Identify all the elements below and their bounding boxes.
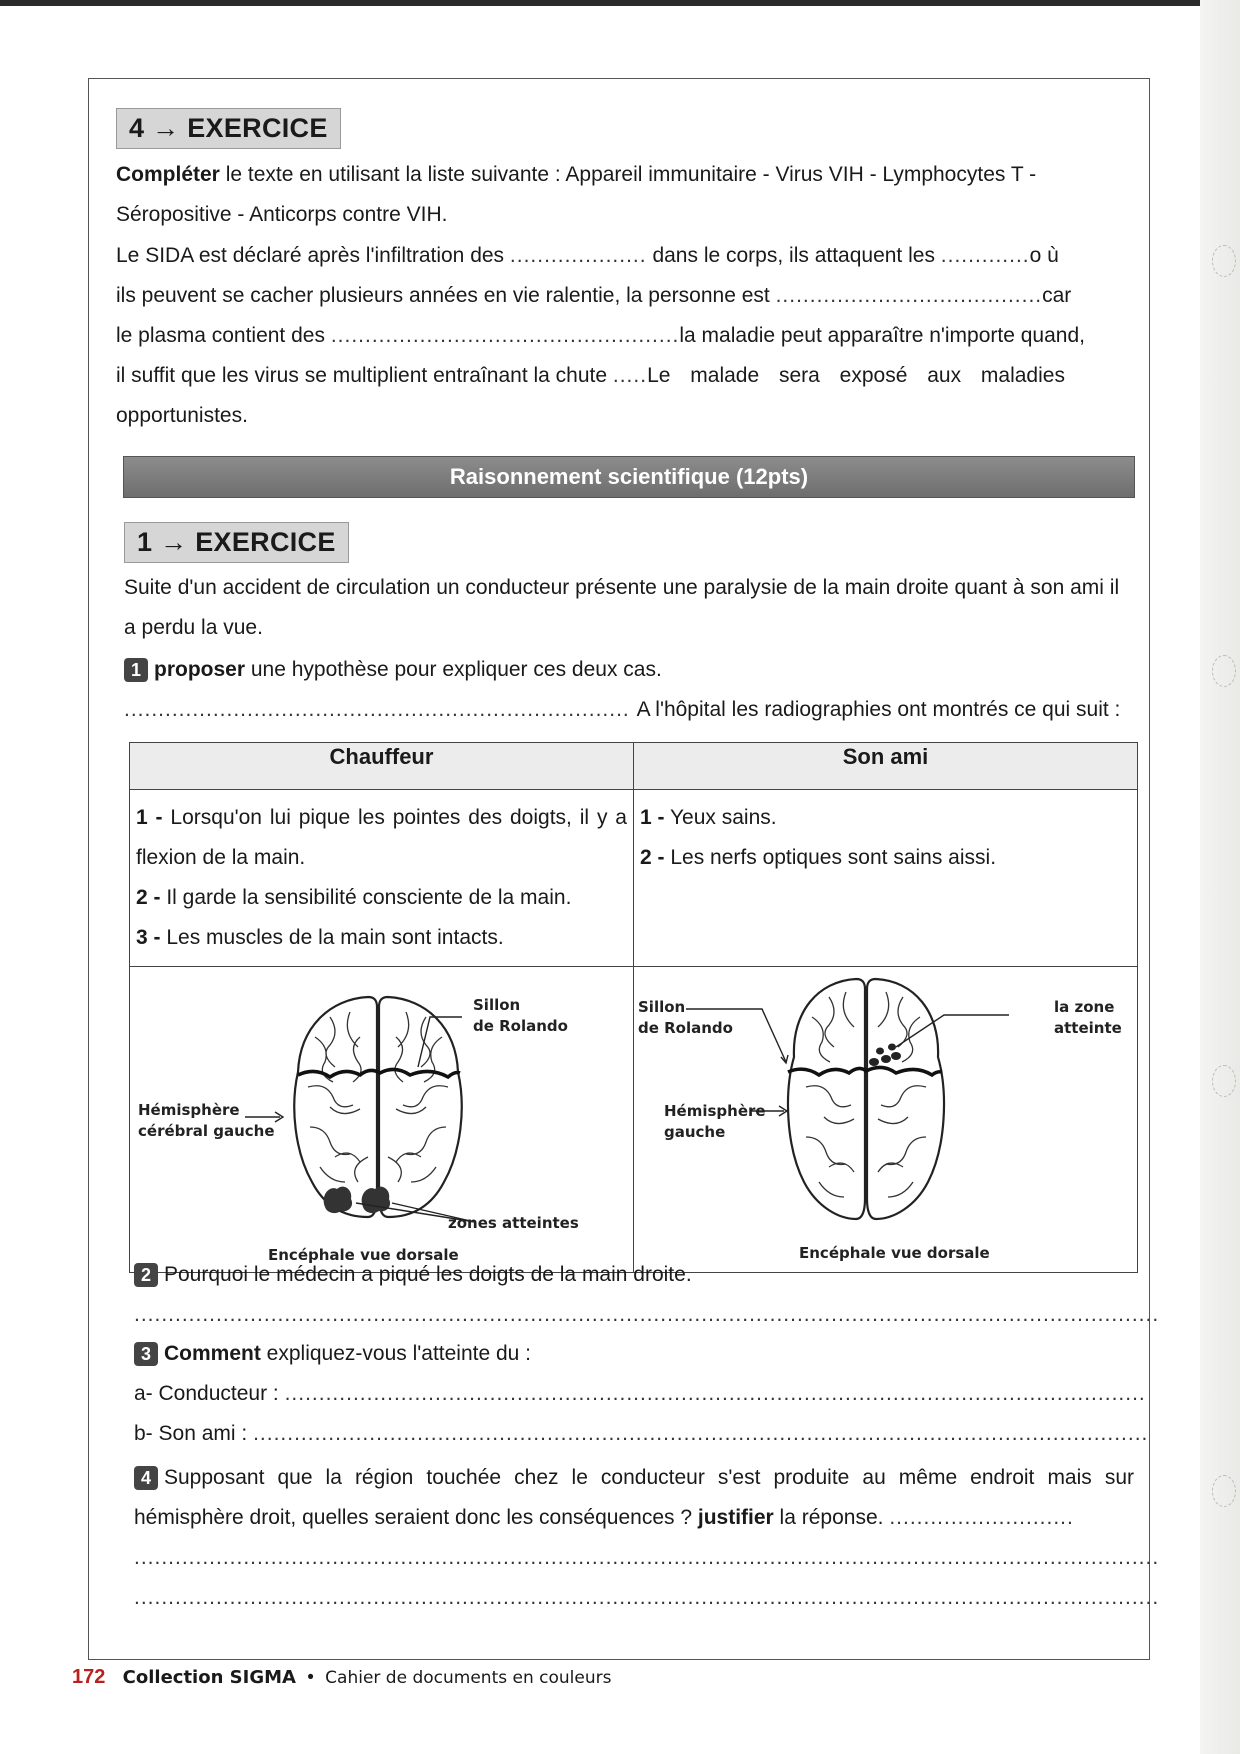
item-text: Les muscles de la main sont intacts. [160,926,504,949]
list-item [640,838,1131,878]
label-line: cérébral gauche [138,1122,275,1140]
label-zones: zones atteintes [448,1214,579,1232]
label-hemisphere [138,1100,275,1142]
question-verb: proposer [154,658,246,681]
question-number-badge: 4 [134,1466,158,1490]
text-segment: A l'hôpital les radiographies ont montrés ce qui suit : [636,698,1121,721]
item-number: 2 - [136,886,161,909]
brain-figure-ami [634,967,1138,1273]
item-text: Les nerfs optiques sont sains aissi. [664,846,997,869]
text-segment: ils peuvent se cacher plusieurs années en vie ralentie, la personne est [116,284,770,307]
text-segment: dans le corps, ils attaquent les [652,244,935,267]
question-number-badge: 2 [134,1263,158,1287]
page-number: 172 [72,1666,106,1688]
right-hemisphere-outline [379,997,462,1217]
question-4 [134,1458,1134,1538]
observation-table [129,742,1138,1273]
question-text: expliquez-vous l'atteinte du : [260,1342,532,1365]
affected-zones [324,1187,390,1213]
fill-line-4 [116,356,1136,396]
text-segment: la maladie peut apparaître n'importe quand, [679,324,1085,347]
blank-field[interactable]: .................... [509,244,647,267]
chauffeur-observations [130,790,634,967]
footer-separator: • [307,1667,314,1688]
label-sillon [473,995,568,1037]
fill-line-5: opportunistes. [116,404,248,427]
question-3 [134,1334,1154,1374]
question-2 [134,1255,1154,1295]
question-3b [134,1414,1154,1454]
page-footer [72,1666,611,1689]
right-hemisphere-outline [867,979,944,1219]
sub-question-label: a- Conducteur : [134,1382,279,1405]
label-hemisphere [664,1101,766,1143]
text-segment: o ù [1029,244,1059,267]
item-text: Yeux sains. [664,806,777,829]
question-text: la réponse. [773,1506,884,1529]
question-1 [124,650,1144,690]
collection-name: Collection SIGMA [122,1667,296,1688]
label-line: Sillon [638,998,686,1016]
fill-line-3 [116,316,1136,356]
label-line: atteinte [1054,1019,1122,1037]
label-zone-atteinte [1054,997,1122,1039]
label-line: Sillon [473,996,521,1014]
instruction-text: le texte en utilisant la liste suivante : Appareil immunitaire - Virus VIH - Lymphocytes T - Séropositive - Anticorps contre VIH. [116,163,1037,226]
question-verb: Comment [164,1342,261,1365]
fill-line-2 [116,276,1136,316]
question-text: Pourquoi le médecin a piqué les doigts de la main droite. [164,1263,692,1286]
question-number-badge: 1 [124,658,148,682]
section-banner: Raisonnement scientifique (12pts) [123,456,1135,498]
binder-hole [1212,1475,1236,1507]
exercise-1-title: 1 → EXERCICE [124,522,349,563]
list-item [136,878,627,918]
exercise-4-instruction [116,155,1136,235]
label-line: Hémisphère [138,1101,240,1119]
label-line: Hémisphère [664,1102,766,1120]
text-segment: Le SIDA est déclaré après l'infiltration des [116,244,505,267]
item-number: 2 - [640,846,665,869]
figure-caption: Encéphale vue dorsale [799,1244,990,1262]
instruction-verb: Compléter [116,163,220,186]
question-3a [134,1374,1154,1414]
blank-field[interactable]: ........................... [889,1506,1074,1529]
blank-field[interactable]: .............................................................................................................................. [284,1382,1146,1405]
item-text: Lorsqu'on lui pique les pointes des doigts, il y a flexion de la main. [136,806,627,869]
binder-hole [1212,655,1236,687]
item-text: Il garde la sensibilité consciente de la main. [160,886,572,909]
item-number: 1 - [640,806,665,829]
blank-field[interactable]: ..... [612,364,648,387]
left-hemisphere-outline [788,979,865,1219]
label-sillon [638,997,733,1039]
question-1-answer-line [124,690,1144,730]
question-number-badge: 3 [134,1342,158,1366]
figure-caption: Encéphale vue dorsale [268,1246,459,1264]
label-line: de Rolando [638,1019,733,1037]
binder-hole [1212,1065,1236,1097]
exercise-1-intro: Suite d'un accident de circulation un conducteur présente une paralysie de la main droite quant à son ami il a perdu la vue. [124,576,1120,639]
answer-line[interactable]: ...................................................................................................................................................... [134,1303,1160,1326]
text-segment: Le malade sera exposé aux maladies [647,364,1065,387]
answer-line[interactable]: ...................................................................................................................................................... [134,1586,1160,1609]
item-number: 1 - [136,806,163,829]
text-segment: car [1042,284,1072,307]
page-top-edge [0,0,1240,6]
ami-observations [634,790,1138,967]
blank-field[interactable]: ................................................... [330,324,680,347]
left-hemisphere-outline [294,997,377,1217]
brain-figure-chauffeur [130,967,634,1273]
label-line: de Rolando [473,1017,568,1035]
table-header-ami: Son ami [634,743,1138,790]
item-number: 3 - [136,926,161,949]
blank-field[interactable]: ................................................................................................................................... [253,1422,1149,1445]
blank-field[interactable]: .......................................................................... [124,698,637,721]
sub-question-label: b- Son ami : [134,1422,248,1445]
question-text: une hypothèse pour expliquer ces deux cas. [245,658,662,681]
answer-line[interactable]: ...................................................................................................................................................... [134,1546,1160,1569]
binder-hole [1212,245,1236,277]
collection-subtitle: Cahier de documents en couleurs [325,1668,612,1688]
table-header-chauffeur: Chauffeur [130,743,634,790]
label-line: la zone [1054,998,1115,1016]
blank-field[interactable]: ....................................... [775,284,1043,307]
text-segment: le plasma contient des [116,324,325,347]
question-verb: justifier [697,1506,774,1529]
text-segment: il suffit que les virus se multiplient entraînant la chute [116,364,608,387]
list-item [136,918,627,958]
fill-line-1 [116,236,1136,276]
list-item [640,798,1131,838]
exercise-4-title: 4 → EXERCICE [116,108,341,149]
label-line: gauche [664,1123,726,1141]
question-text: Supposant que la région touchée chez le conducteur s'est produite au même endroit mais sur hémisphère droit, quelles seraient donc les conséquences ? [134,1466,1134,1529]
blank-field[interactable]: ............. [940,244,1030,267]
list-item [136,798,627,878]
